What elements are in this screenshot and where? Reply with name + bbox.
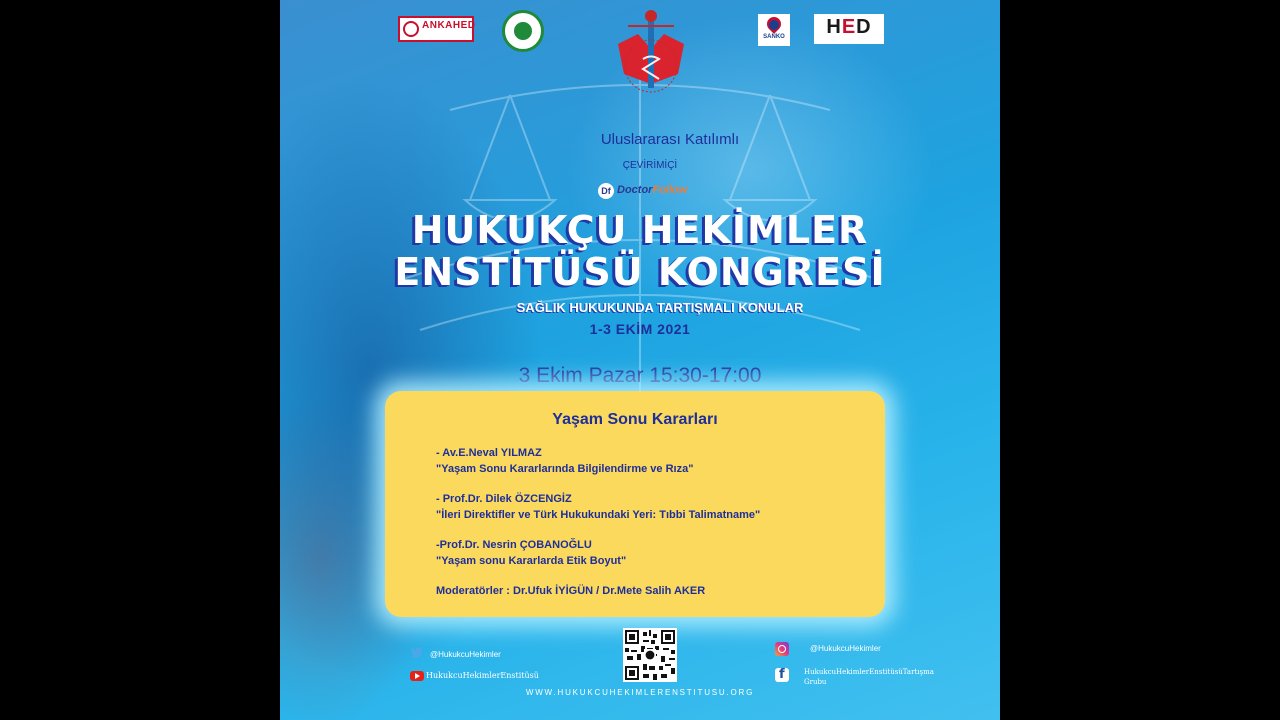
sanko-logo-text: SANKO [763,34,785,40]
speaker-1-talk: "Yaşam Sonu Kararlarında Bilgilendirme ve Rıza" [436,463,694,475]
hed-logo [814,14,884,44]
speaker-2-talk: "İleri Direktifler ve Türk Hukukundaki Yeri: Tıbbi Talimatname" [436,509,761,521]
sanko-university-logo [758,14,790,46]
congress-subtitle: SAĞLIK HUKUKUNDA TARTIŞMALI KONULAR [516,300,804,315]
facebook-icon [775,668,789,682]
instagram-handle: @HukukcuHekimler [810,644,881,653]
moderators: Moderatörler : Dr.Ufuk İYİGÜN / Dr.Mete Salih AKER [436,585,706,597]
facebook-group: HukukcuHekimlerEnstitüsüTartışma Grubu [804,668,934,686]
doctor-follow-logo [598,182,708,200]
instagram-icon [775,642,789,656]
congress-poster [280,0,1000,720]
hed-logo-text: HED [826,16,872,38]
university-seal-center-icon [514,22,532,40]
online-label: ÇEVİRİMİÇİ [622,160,678,171]
youtube-channel: HukukcuHekimlerEnstitüsü [426,671,539,680]
congress-title-line-2: ENSTİTÜSÜ KONGRESİ [394,250,886,294]
twitter-icon [410,645,424,659]
speaker-3-name: -Prof.Dr. Nesrin ÇOBANOĞLU [436,539,592,551]
congress-title-line-1: HUKUKÇU HEKİMLER [411,208,869,252]
university-seal-logo [502,10,544,52]
speaker-2-name: - Prof.Dr. Dilek ÖZCENGİZ [436,493,572,505]
doctor-follow-text: DoctorFollow [617,184,688,196]
international-participation-label: Uluslararası Katılımlı [600,131,740,148]
twitter-handle: @HukukcuHekimler [430,650,501,659]
sanko-dot-icon [769,20,779,30]
ankahed-logo [398,16,474,42]
speaker-3-talk: "Yaşam sonu Kararlarda Etik Boyut" [436,555,627,567]
session-title: Yaşam Sonu Kararları [552,411,718,428]
session-time: 3 Ekim Pazar 15:30-17:00 [518,364,762,387]
ankahed-logo-text: ANKAHED [422,20,476,31]
hukukcu-hekimler-emblem-logo [608,4,694,102]
website-url: WWW.HUKUKCUHEKIMLERENSTITUSU.ORG [525,688,755,697]
youtube-icon [410,671,424,681]
qr-code [623,628,677,682]
ankahed-emblem-icon [403,21,419,37]
speaker-1-name: - Av.E.Neval YILMAZ [436,447,542,459]
congress-dates: 1-3 EKİM 2021 [589,321,691,337]
doctor-follow-icon: Df [598,183,614,199]
session-card [385,391,885,617]
